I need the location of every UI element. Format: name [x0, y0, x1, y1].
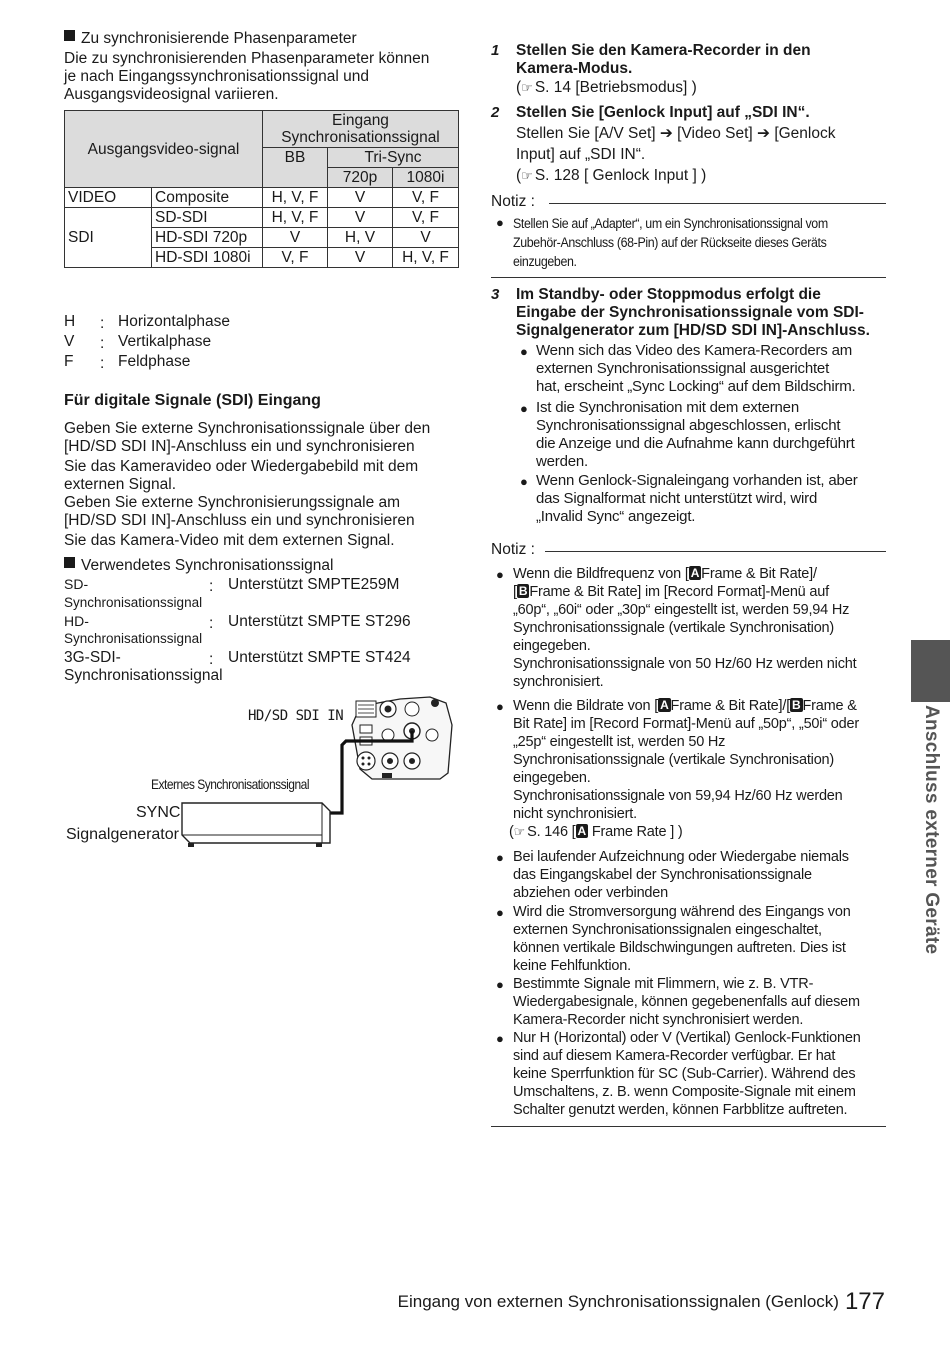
section-tab-label: Anschluss externer Geräte — [921, 705, 942, 955]
bullet-icon: ● — [496, 567, 504, 582]
used-item: HD- Synchronisationssignal : Unterstützt SMPTE ST296 — [64, 613, 411, 646]
step1-title: Stellen Sie den Kamera-Recorder in den Kamera-Modus. — [516, 42, 811, 77]
table-row: SDI SD-SDI H, V, F V V, F — [65, 208, 459, 228]
bullet-icon: ● — [520, 344, 528, 359]
sdi-text: Geben Sie externe Synchronisationssignale über den [HD/SD SDI IN]-Anschluss ein und synchronisieren Sie das Kameravideo oder Wiedergabebild mit dem externen Signal. Geben Sie externe Synchronisierungssignale am [HD/SD SDI IN]-Anschluss ein und synchronisieren Sie das Kamera-Video mit dem externen Signal. — [64, 420, 431, 549]
bullet-icon: ● — [520, 401, 528, 416]
used-item: SD- Synchronisationssignal : Unterstützt SMPTE259M — [64, 576, 400, 610]
bullet-icon: ● — [496, 699, 504, 714]
reference-hand-icon: ☞ — [521, 168, 533, 183]
phase-heading: ■Zu synchronisierende Phasenparameter — [64, 30, 357, 48]
used-heading: ■Verwendetes Synchronisationssignal — [64, 557, 333, 575]
note-header: Notiz : — [491, 193, 886, 213]
table-row: VIDEO Composite H, V, F V V, F — [65, 188, 459, 208]
bullet-icon: ● — [496, 1031, 504, 1046]
step3-bullet: Wenn Genlock-Signaleingang vorhanden ist, aber das Signalformat nicht unterstützt wird, wird „Invalid Sync“ angezeigt. — [536, 472, 858, 525]
note2-bullet: Wenn die Bildfrequenz von [ A Frame & Bit Rate]/ [ B Frame & Bit Rate] im [Record Format]-Menü auf „60p“, „60i“ oder „30p“ eingestellt ist, werden 59,94 Hz Synchronisationssignale (vertikale Synchronisation) eingegeben. Synchronisationssignale von 50 Hz/60 Hz werden nicht synchronisiert. — [513, 566, 857, 690]
note-header: Notiz : — [491, 541, 886, 561]
square-bullet-icon — [64, 557, 75, 568]
a-badge-icon: A — [690, 566, 700, 580]
footer-title: Eingang von externen Synchronisationssignalen (Genlock) — [397, 1292, 839, 1311]
note2-bullet: Wenn die Bildrate von [ A Frame & Bit Rate]/[ B Frame & Bit Rate] im [Record Format]-Menü auf „50p“, „50i“ oder „25p“ eingestellt ist, werden 50 Hz Synchronisationssignale (vertikale Synchronisation) eingegeben. Synchronisationssignale von 59,94 Hz/60 Hz werden nicht synchronisiert. (☞ S. 146 [ A Frame Rate ] ) — [509, 698, 859, 840]
divider — [491, 1126, 886, 1127]
note2-bullet: Wird die Stromversorgung während des Eingangs von externen Synchronisationssignalen eingeschaltet, können vertikale Bildschwingungen auftreten. Dies ist keine Fehlfunktion. — [513, 904, 851, 974]
note2-bullet: Nur H (Horizontal) oder V (Vertikal) Genlock-Funktionen sind auf diesem Kamera-Recorder verfügbar. Er hat keine Sperrfunktion für SC (Sub-Carrier). Während des Umschaltens, z. B. wenn Composite-Signale mit einem Schalter genutzt werden, können Farbblitze auftreten. — [513, 1030, 861, 1118]
sync-label: SYNC — [136, 804, 181, 821]
section-tab-marker — [911, 640, 950, 702]
step2-title: Stellen Sie [Genlock Input] auf „SDI IN“. — [516, 104, 810, 121]
table-header-1080i: 1080i — [393, 168, 459, 188]
step2-ref: (☞ S. 128 [ Genlock Input ] ) — [516, 167, 707, 184]
note1-text: Stellen Sie auf „Adapter“, um ein Synchronisationssignal vom Zubehör-Anschluss (68-Pin) auf der Rückseite dieses Geräts einzugeben. — [513, 216, 828, 269]
generator-label: Signalgenerator — [66, 826, 179, 843]
bullet-icon: ● — [496, 850, 504, 865]
square-bullet-icon — [64, 30, 75, 41]
step2-text: Stellen Sie [A/V Set] ➔ [Video Set] ➔ [Genlock Input] auf „SDI IN“. — [516, 125, 836, 163]
divider — [491, 277, 886, 278]
step-number: 3 — [491, 286, 500, 303]
bullet-icon: ● — [496, 977, 504, 992]
b-badge-icon: B — [518, 584, 528, 598]
bullet-icon: ● — [496, 215, 504, 230]
phase-text: Die zu synchronisierenden Phasenparameter können je nach Eingangssynchronisationssignal und Ausgangsvideosignal variieren. — [64, 50, 430, 103]
table-row: HD-SDI 720p V H, V V — [65, 228, 459, 248]
a-badge-icon: A — [660, 698, 669, 712]
note2-bullet: Bei laufender Aufzeichnung oder Wiedergabe niemals das Eingangskabel der Synchronisationssignale abziehen oder verbinden — [513, 849, 849, 901]
note2-bullet: Bestimmte Signale mit Flimmern, wie z. B. VTR- Wiedergabesignale, können gegebenenfalls auf diesem Kamera-Recorder nicht synchronisiert werden. — [513, 976, 860, 1028]
b-badge-icon: B — [792, 698, 801, 712]
step3-bullet: Wenn sich das Video des Kamera-Recorders am externen Synchronisationssignal ausgerichtet hat, erscheint „Sync Locking“ auf dem Bildschirm. — [536, 342, 856, 395]
reference-hand-icon: ☞ — [521, 80, 533, 95]
table-header-output: Ausgangsvideo-signal — [65, 111, 263, 188]
reference-hand-icon: ☞ — [513, 824, 526, 839]
table-row: HD-SDI 1080i V, F V H, V, F — [65, 248, 459, 268]
phase-table — [64, 110, 459, 268]
table-header-bb: BB — [263, 148, 328, 188]
step-number: 1 — [491, 42, 500, 59]
bullet-icon: ● — [520, 474, 528, 489]
step3-title: Im Standby- oder Stoppmodus erfolgt die Eingabe der Synchronisationssignale vom SDI- Signalgenerator zum [HD/SD SDI IN]-Anschluss. — [516, 286, 870, 339]
a-badge-icon: A — [577, 824, 586, 838]
port-label: HD/SD SDI IN — [248, 708, 344, 724]
genlock-diagram — [60, 695, 460, 855]
step3-bullet: Ist die Synchronisation mit dem externen Synchronisationssignal abgeschlossen, erlischt die Anzeige und die Aufnahme kann durchgeführt werden. — [536, 399, 855, 470]
step-number: 2 — [491, 104, 500, 121]
table-header-720p: 720p — [328, 168, 393, 188]
page-footer — [398, 1288, 885, 1316]
table-header-trisync: Tri-Sync — [328, 148, 459, 168]
table-header-input: Eingang Synchronisationssignal — [263, 111, 459, 148]
page-number: 177 — [844, 1288, 885, 1315]
step1-ref: (☞ S. 14 [Betriebsmodus] ) — [516, 79, 697, 96]
signal-label: Externes Synchronisationssignal — [151, 776, 310, 792]
sdi-heading: Für digitale Signale (SDI) Eingang — [64, 392, 321, 409]
used-item: 3G-SDI- Synchronisationssignal : Unterstützt SMPTE ST424 — [64, 649, 411, 684]
bullet-icon: ● — [496, 905, 504, 920]
